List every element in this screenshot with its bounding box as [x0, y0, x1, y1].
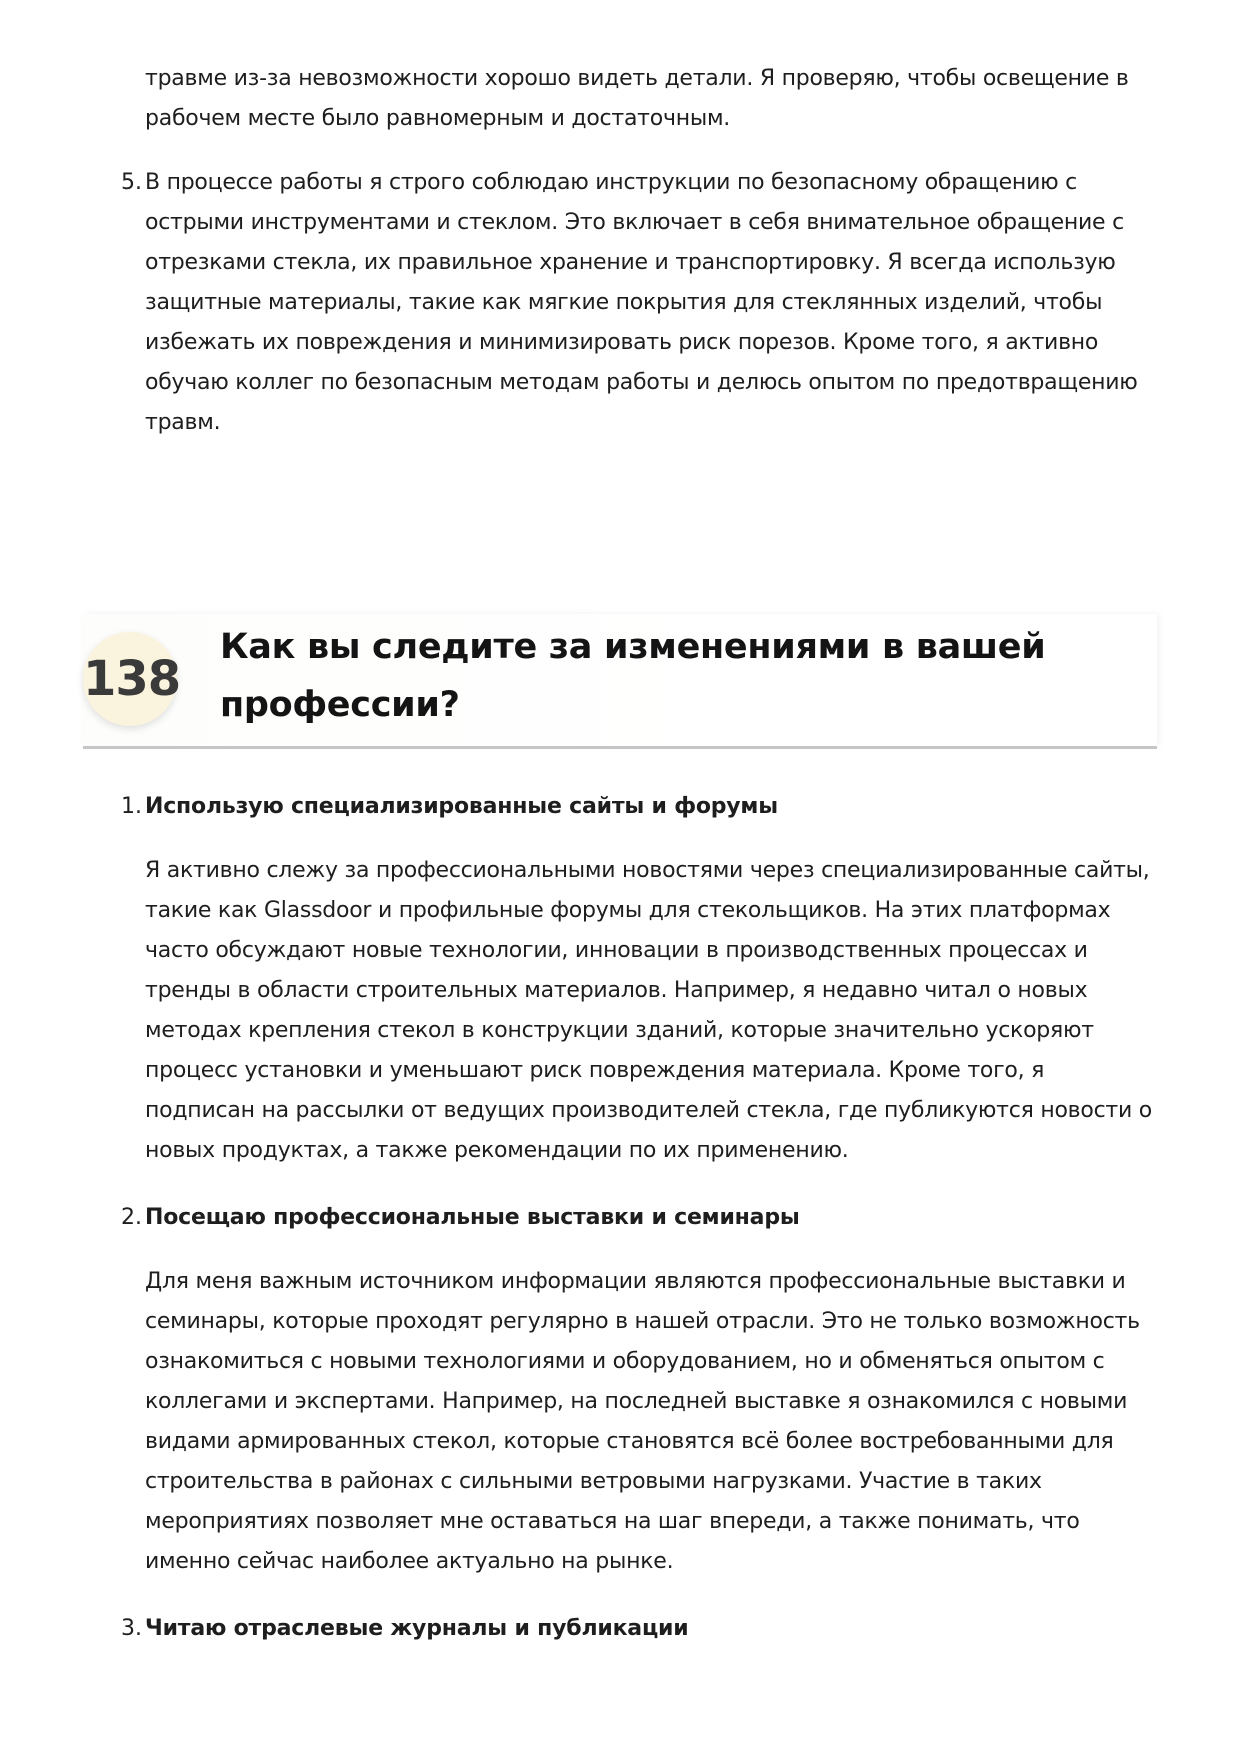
answer-heading: Использую специализированные сайты и форумы: [145, 794, 778, 819]
paragraph-line: тренды в области строительных материалов. Например, я недавно читал о новых: [145, 978, 1088, 1003]
question-divider: [83, 746, 1157, 749]
question-number-badge: 138: [83, 632, 177, 726]
list-number: 3.: [121, 1616, 142, 1641]
question-title: [220, 618, 1140, 734]
paragraph-line: коллегами и экспертами. Например, на последней выставке я ознакомился с новыми: [145, 1389, 1128, 1414]
question-title-line: профессии?: [220, 685, 460, 725]
answer-heading: Посещаю профессиональные выставки и семинары: [145, 1205, 800, 1230]
paragraph-line: ознакомиться с новыми технологиями и оборудованием, но и обменяться опытом с: [145, 1349, 1105, 1374]
paragraph-line: Для меня важным источником информации являются профессиональные выставки и: [145, 1269, 1126, 1294]
item-4-continuation: [145, 59, 1165, 139]
paragraph-line: острыми инструментами и стеклом. Это включает в себя внимательное обращение с: [145, 210, 1124, 235]
item-5-paragraph: [145, 163, 1165, 443]
list-number: 2.: [121, 1205, 142, 1230]
list-number: 5.: [121, 170, 142, 195]
paragraph-line: новых продуктах, а также рекомендации по их применению.: [145, 1138, 849, 1163]
paragraph-line: Я активно слежу за профессиональными новостями через специализированные сайты,: [145, 858, 1150, 883]
question-title-line: Как вы следите за изменениями в вашей: [220, 627, 1046, 667]
paragraph-line: рабочем месте было равномерным и достаточным.: [145, 106, 731, 131]
answer-heading: Читаю отраслевые журналы и публикации: [145, 1616, 689, 1641]
answer-paragraph: [145, 1262, 1165, 1582]
paragraph-line: защитные материалы, такие как мягкие покрытия для стеклянных изделий, чтобы: [145, 290, 1103, 315]
paragraph-line: семинары, которые проходят регулярно в нашей отрасли. Это не только возможность: [145, 1309, 1140, 1334]
paragraph-line: часто обсуждают новые технологии, инновации в производственных процессах и: [145, 938, 1088, 963]
paragraph-line: травме из-за невозможности хорошо видеть детали. Я проверяю, чтобы освещение в: [145, 66, 1129, 91]
paragraph-line: избежать их повреждения и минимизировать риск порезов. Кроме того, я активно: [145, 330, 1099, 355]
paragraph-line: видами армированных стекол, которые становятся всё более востребованными для: [145, 1429, 1114, 1454]
question-header: [83, 614, 1157, 749]
paragraph-line: отрезками стекла, их правильное хранение и транспортировку. Я всегда использую: [145, 250, 1116, 275]
paragraph-line: методах крепления стекол в конструкции зданий, которые значительно ускоряют: [145, 1018, 1094, 1043]
paragraph-line: такие как Glassdoor и профильные форумы для стекольщиков. На этих платформах: [145, 898, 1111, 923]
paragraph-line: строительства в районах с сильными ветровыми нагрузками. Участие в таких: [145, 1469, 1042, 1494]
paragraph-line: травм.: [145, 410, 221, 435]
paragraph-line: обучаю коллег по безопасным методам работы и делюсь опытом по предотвращению: [145, 370, 1138, 395]
paragraph-line: подписан на рассылки от ведущих производителей стекла, где публикуются новости о: [145, 1098, 1152, 1123]
list-number: 1.: [121, 794, 142, 819]
answer-paragraph: [145, 851, 1165, 1171]
paragraph-line: процесс установки и уменьшают риск повреждения материала. Кроме того, я: [145, 1058, 1045, 1083]
paragraph-line: мероприятиях позволяет мне оставаться на шаг впереди, а также понимать, что: [145, 1509, 1080, 1534]
paragraph-line: В процессе работы я строго соблюдаю инструкции по безопасному обращению с: [145, 170, 1077, 195]
paragraph-line: именно сейчас наиболее актуально на рынке.: [145, 1549, 674, 1574]
